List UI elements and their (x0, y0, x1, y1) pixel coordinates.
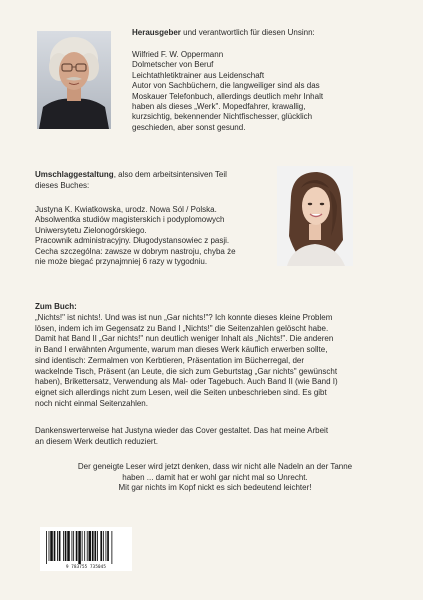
isbn-barcode (40, 527, 132, 571)
barcode-bar (57, 531, 58, 561)
barcode-bar (49, 531, 50, 561)
author-photo (37, 31, 111, 129)
about-text: „Nichts!" ist nichts!. Und was ist nun „Gar nichts!"? Ich konnte dieses kleine Problem lösen, indem ich im Gegensatz zu Band I „Nichts!" die Seitenzahlen gelöscht habe. Damit hat Band II „Gar nichts!" nun deutlich weniger Inhalt als „Nichts!". Die anderen in Band I erwähnten Argumente, warum man dieses Werk käuflich erwerben sollte, sind identisch: Zermalmen von Kerbtieren, Präsentation im Bücherregal, der wackelnde Tisch, Präsent (an Leute, die sich zum Geburtstag „Gar nichts" gewünscht haben), Brikettersatz, Verwendung als Mal- oder Tagebuch. Auch Band II (wie Band I) eignet sich allerdings nicht zum Lesen, weil die Seiten unbeschrieben sind. Es gibt noch nicht einmal Seitenzahlen. (35, 313, 338, 408)
barcode-bar (78, 531, 81, 564)
cover-designer-bio: Justyna K. Kwiatkowska, urodz. Nowa Sól / Polska. Absolwentka studiów magisterskich i podyplomowych Uniwersytetu Zielonogórskiego. Pracownik administracyjny. Długodystansowiec z pasji. Cecha szczególna: zawsze w dobrym nastroju, chyba że nie może biegać przynajmniej 6 razy w tygodniu. (35, 205, 236, 267)
barcode-bar (54, 531, 56, 561)
designer-photo (277, 166, 353, 266)
barcode-bar (107, 531, 109, 561)
publisher-heading-rest: und verantwortlich für diesen Unsinn: (180, 28, 315, 37)
designer-portrait-image (277, 166, 353, 266)
about-heading: Zum Buch: (35, 302, 77, 311)
barcode-bar (94, 531, 96, 561)
publisher-bio: Wilfried F. W. Oppermann Dolmetscher von Beruf Leichtathletiktrainer aus Leidenschaft Autor von Sachbüchern, die langweiliger sind als das Moskauer Telefonbuch, allerdings deutlich mehr Inhalt haben als dieses „Werk". Mopedfahrer, krawallig, kurzsichtig, bekennender Nichtfischesser, glücklich geschieden, aber sonst gesund. (132, 50, 324, 132)
author-portrait-image (37, 31, 111, 129)
barcode-bar (59, 531, 61, 561)
cover-heading-rest: , also dem arbeitsintensiven Teil dieses Buches: (35, 170, 227, 190)
barcode-bar (84, 531, 85, 561)
barcode-bar (106, 531, 107, 561)
thanks-text: Dankenswerterweise hat Justyna wieder das Cover gestaltet. Das hat meine Arbeit an diesem Werk deutlich reduziert. (35, 426, 329, 446)
barcode-bar (89, 531, 92, 561)
publisher-heading-line (132, 28, 402, 39)
barcode-bar (92, 531, 94, 561)
barcode-bar (97, 531, 98, 561)
barcode-bar (76, 531, 78, 561)
publisher-heading: Herausgeber (132, 28, 181, 37)
cover-heading-line (35, 170, 275, 191)
barcode-bar (46, 531, 47, 564)
barcode-bar (82, 531, 83, 561)
barcode-bar (50, 531, 53, 561)
barcode-bar (111, 531, 112, 564)
cover-heading: Umschlaggestaltung (35, 170, 114, 179)
barcode-bar (67, 531, 70, 561)
barcode-bar (73, 531, 74, 561)
barcode-bar (65, 531, 67, 561)
barcode-bar (63, 531, 64, 561)
barcode-bar (72, 531, 73, 561)
closing-text: Der geneigte Leser wird jetzt denken, dass wir nicht alle Nadeln an der Tanne haben ... damit hat er wohl gar nicht mal so Unrecht. Mit gar nichts im Kopf nickt es sich bedeutend leichter! (77, 462, 353, 493)
barcode-bar (87, 531, 88, 561)
barcode-bar (100, 531, 102, 561)
barcode-digits: 9 783755 735045 (65, 564, 107, 569)
barcode-bar (103, 531, 104, 561)
